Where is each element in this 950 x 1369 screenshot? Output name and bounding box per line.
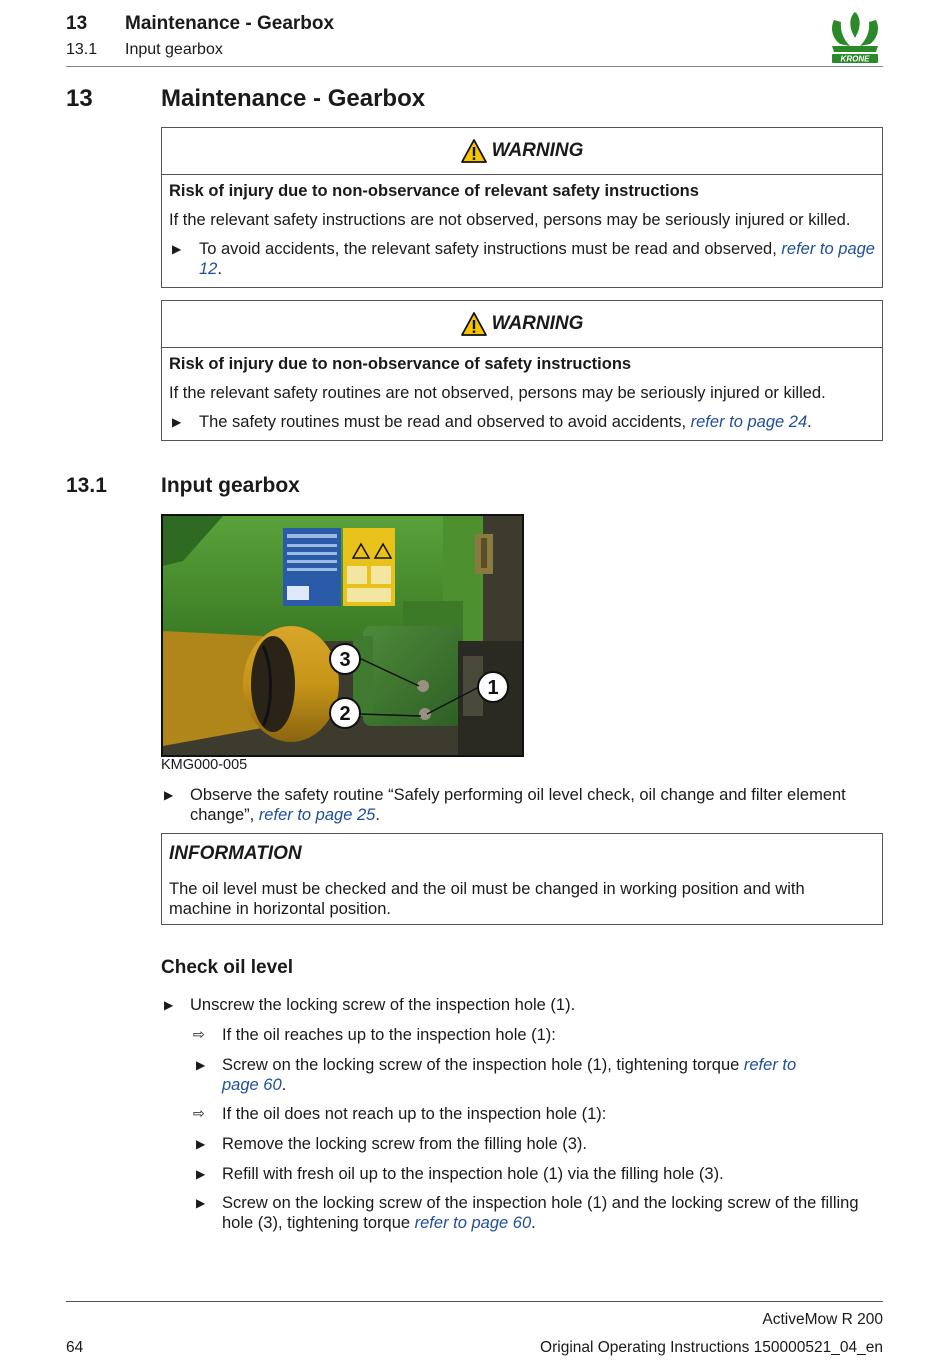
page-link[interactable]: refer to page 24	[690, 413, 808, 431]
warning-action-text: The safety routines must be read and observed to avoid accidents,	[199, 413, 687, 431]
chapter-title: Maintenance - Gearbox	[161, 85, 426, 112]
logo-text: KRONE	[840, 54, 870, 64]
svg-text:2: 2	[339, 703, 351, 725]
information-box	[161, 833, 883, 925]
step-text: Unscrew the locking screw of the inspection hole (1).	[190, 996, 576, 1014]
result-arrow-icon: ⇨	[193, 1105, 205, 1121]
step-text: Screw on the locking screw of the inspection hole (1), tightening torque	[222, 1056, 740, 1074]
punctuation: .	[281, 1076, 287, 1094]
bullet-triangle-icon: ▶	[172, 415, 182, 429]
figure-caption: KMG000-005	[161, 757, 248, 773]
footer-document-id: Original Operating Instructions 150000521_04_en	[540, 1339, 883, 1356]
warning-action	[169, 412, 875, 432]
warning-label: WARNING	[491, 140, 584, 161]
header-chapter-title: Maintenance - Gearbox	[125, 13, 335, 34]
bullet-triangle-icon: ▶	[196, 1058, 206, 1072]
header-section-number: 13.1	[66, 41, 98, 58]
step-text: Screw on the locking screw of the inspection hole (1) and the locking screw of the filling hole (3), tightening torque	[222, 1194, 859, 1232]
action-remove-screw	[193, 1134, 883, 1154]
information-text: The oil level must be checked and the oil must be changed in working position and with machine in horizontal position.	[169, 880, 805, 918]
punctuation: .	[217, 260, 222, 278]
header-section-title: Input gearbox	[125, 41, 223, 58]
warning-header	[162, 128, 882, 175]
result-arrow-icon: ⇨	[193, 1026, 205, 1042]
information-title: INFORMATION	[169, 843, 302, 864]
warning-header	[162, 301, 882, 348]
step-text: Remove the locking screw from the filling hole (3).	[222, 1135, 587, 1153]
bullet-triangle-icon: ▶	[164, 788, 174, 802]
warning-triangle-icon	[461, 139, 487, 163]
condition-text: If the oil does not reach up to the inspection hole (1):	[222, 1105, 607, 1123]
check-oil-title: Check oil level	[161, 957, 294, 978]
callout-3	[330, 644, 360, 674]
callout-2	[330, 698, 360, 728]
page-number: 64	[66, 1339, 84, 1356]
warning-action-text: To avoid accidents, the relevant safety instructions must be read and observed,	[199, 240, 777, 258]
punctuation: .	[375, 806, 380, 824]
gearbox-photo	[161, 514, 524, 757]
footer-model: ActiveMow R 200	[762, 1311, 883, 1328]
svg-text:1: 1	[487, 677, 499, 699]
warning-box	[161, 300, 883, 441]
page-link[interactable]: refer to page 60	[414, 1214, 532, 1232]
warning-text: If the relevant safety instructions are not observed, persons may be seriously injured or killed.	[169, 211, 851, 229]
bullet-triangle-icon: ▶	[196, 1137, 206, 1151]
warning-heading: Risk of injury due to non-observance of relevant safety instructions	[169, 182, 699, 200]
warning-action	[169, 239, 875, 279]
punctuation: .	[531, 1214, 536, 1232]
header-chapter-number: 13	[66, 13, 88, 34]
page-link[interactable]: refer to page 25	[258, 806, 376, 824]
bullet-triangle-icon: ▶	[196, 1196, 206, 1210]
step-unscrew	[161, 995, 883, 1015]
callout-1	[478, 672, 508, 702]
warning-triangle-icon	[461, 312, 487, 336]
krone-logo	[826, 6, 884, 64]
bullet-triangle-icon: ▶	[172, 242, 182, 256]
action-screw-on	[193, 1055, 833, 1095]
condition-not-reaches	[193, 1104, 883, 1124]
warning-box	[161, 127, 883, 288]
bullet-triangle-icon: ▶	[164, 998, 174, 1012]
action-screw-on-both	[193, 1193, 883, 1233]
observe-step	[161, 785, 883, 825]
step-text: Refill with fresh oil up to the inspection hole (1) via the filling hole (3).	[222, 1165, 724, 1183]
condition-reaches	[193, 1025, 883, 1045]
bullet-triangle-icon: ▶	[196, 1167, 206, 1181]
action-refill	[193, 1164, 883, 1184]
gearbox-illustration	[163, 516, 522, 755]
warning-text: If the relevant safety routines are not observed, persons may be seriously injured or killed.	[169, 384, 826, 402]
condition-text: If the oil reaches up to the inspection hole (1):	[222, 1026, 556, 1044]
footer-divider	[66, 1301, 883, 1302]
page-link[interactable]: refer to page 60	[222, 1056, 797, 1094]
warning-heading: Risk of injury due to non-observance of safety instructions	[169, 355, 632, 373]
observe-step-text: Observe the safety routine “Safely performing oil level check, oil change and filter element change”,	[190, 786, 846, 824]
section-number: 13.1	[66, 474, 107, 497]
punctuation: .	[807, 413, 812, 431]
page-link[interactable]: refer to page 12	[199, 240, 875, 278]
warning-label: WARNING	[491, 313, 584, 334]
header-divider	[66, 66, 883, 67]
chapter-number: 13	[66, 85, 93, 112]
section-title: Input gearbox	[161, 474, 300, 497]
svg-text:3: 3	[339, 649, 351, 671]
